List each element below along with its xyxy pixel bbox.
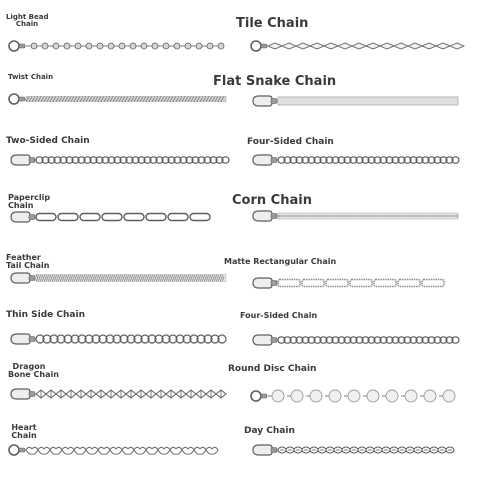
round-disc-chain-image	[250, 385, 460, 407]
paperclip-chain-image	[8, 208, 230, 226]
label-four-sided-2: Four-Sided Chain	[240, 311, 318, 320]
label-heart: Heart Chain	[11, 423, 37, 441]
label-round-disc: Round Disc Chain	[228, 364, 317, 374]
feather-tail-chain-image	[8, 270, 230, 286]
two-sided-chain-image	[8, 152, 230, 168]
flat-snake-chain-image	[250, 92, 460, 110]
label-matte-rectangular: Matte Rectangular Chain	[224, 257, 337, 266]
label-flat-snake: Flat Snake Chain	[213, 74, 337, 89]
label-thin-side: Thin Side Chain	[6, 310, 85, 320]
label-light-bead: Light Bead Chain	[6, 13, 49, 29]
label-feather-tail: Feather Tail Chain	[6, 253, 50, 271]
label-four-sided-1: Four-Sided Chain	[247, 137, 334, 147]
label-tile: Tile Chain	[236, 16, 309, 31]
label-day: Day Chain	[244, 426, 295, 436]
four-sided-chain-image-1	[250, 152, 460, 168]
dragon-bone-chain-image	[8, 385, 230, 403]
corn-chain-image	[250, 207, 460, 225]
label-twist: Twist Chain	[8, 73, 54, 81]
heart-chain-image	[8, 442, 230, 458]
label-corn: Corn Chain	[232, 193, 312, 208]
label-dragon-bone: Dragon Bone Chain	[8, 362, 59, 380]
light-bead-chain-image	[8, 36, 230, 56]
four-sided-chain-image-2	[250, 332, 460, 348]
label-paperclip: Paperclip Chain	[8, 193, 51, 211]
matte-rectangular-chain-image	[250, 275, 460, 291]
twist-chain-image	[8, 90, 230, 108]
thin-side-chain-image	[8, 330, 230, 348]
tile-chain-image	[250, 36, 460, 56]
label-two-sided: Two-Sided Chain	[6, 136, 90, 146]
day-chain-image	[250, 442, 460, 458]
